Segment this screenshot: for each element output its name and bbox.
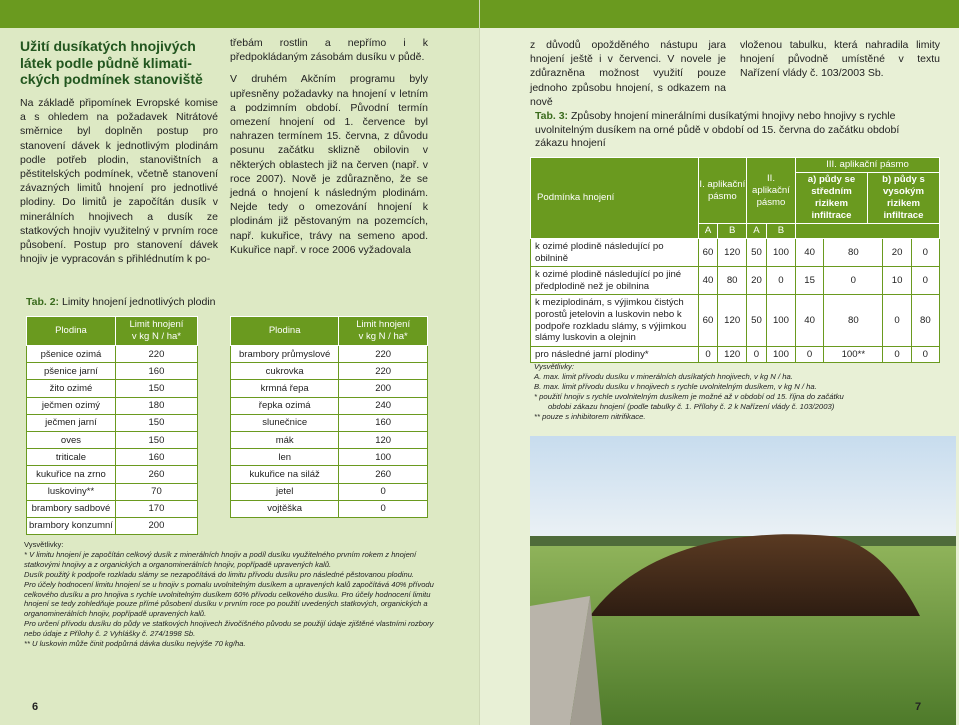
crop-name: cukrovka — [231, 363, 339, 380]
crop-limit-value: 100 — [339, 449, 428, 466]
crop-limit-value: 180 — [115, 397, 197, 414]
notes-right-title: Vysvětlivky: — [534, 362, 575, 371]
crop-limit-value: 0 — [339, 500, 428, 517]
crop-name: pšenice jarní — [27, 363, 116, 380]
table-row — [27, 466, 198, 483]
middle-paragraph-1: třebám rostlin a nepřímo i k předpokládaným zásobám dusíku v půdě. — [230, 37, 428, 64]
limit-value-cell: 100 — [766, 295, 795, 346]
manure-heap-photo — [530, 436, 956, 725]
section-title-line: látek podle půdně klimati- — [20, 54, 192, 71]
crop-limit-value: 220 — [339, 363, 428, 380]
table-row — [231, 466, 428, 483]
limit-value-cell: 80 — [824, 295, 883, 346]
table-3-sub-a: A — [747, 224, 767, 239]
notes-left-item: Dusík použitý k podpoře rozkladu slámy se nezapočítává do limitu přívodu dusíku pro následné pěstovanou plodinu. — [24, 569, 415, 579]
limit-value-cell: 20 — [883, 239, 911, 267]
crop-limit-value: 200 — [339, 380, 428, 397]
limit-value-cell: 20 — [747, 267, 767, 295]
crop-limit-value: 70 — [115, 483, 197, 500]
page-number-left: 6 — [32, 701, 39, 713]
table-2-header-limit-line-2: v kg N / ha* — [131, 331, 181, 342]
limit-value-cell: 0 — [698, 346, 718, 363]
crop-limit-value: 260 — [339, 466, 428, 483]
table-2-header-limit-line-2: v kg N / ha* — [358, 331, 408, 342]
notes-left-item: Pro určení přívodu dusíku do půdy ve statkových hnojivech živočišného původu se použijí údaje zjištěné vlastními rozbory nebo údaje z Přílohy č. 2 Vyhlášky č. 274/1998 Sb. — [24, 619, 434, 639]
notes-left-item: Pro účely hodnocení limitu hnojení se u hnojiv s pomalu uvolnitelným dusíkem a upravených kalů započítává 40% přívodu celkového dusíku a pro hnojiva s rychle uvolnitelným dusíkem 60% přívodu celkového dusíku. Pro účely hodnocení limitu hnojení se tedy zohledňuje pouze přímé působení dusíku v prvním roce po použití uvedených statkových, organických a organominerálních hnojiv, popřípadě upravených kalů. — [24, 579, 434, 619]
table-2-header-crop: Plodina — [27, 317, 116, 346]
crop-name: kukuřice na zrno — [27, 466, 116, 483]
limit-value-cell: 40 — [795, 239, 823, 267]
table-row — [27, 483, 198, 500]
table-row — [231, 483, 428, 500]
crop-name: len — [231, 449, 339, 466]
notes-left-title: Vysvětlivky: — [24, 540, 64, 549]
crop-name: brambory průmyslové — [231, 346, 339, 363]
table-2-caption-text: Limity hnojení jednotlivých plodin — [61, 296, 216, 308]
limit-value-cell: 50 — [747, 295, 767, 346]
crop-limit-value: 0 — [339, 483, 428, 500]
table-3-head-zone-iii — [795, 158, 939, 224]
limit-value-cell: 100 — [766, 239, 795, 267]
intro-paragraph — [20, 96, 218, 266]
notes-right-item: obdobi zákazu hnojení (podle tabulky č. 1. Přílohy č. 2 k Nařízení vlády č. 103/2003) — [548, 402, 835, 411]
crop-limit-value: 160 — [115, 363, 197, 380]
notes-left — [24, 540, 436, 649]
table-2-header-limit-line-1: Limit hnojení — [129, 319, 184, 330]
table-2-caption — [26, 296, 216, 310]
intro-text: Na základě připomínek Evropské komise a s ohledem na požadavek Nitrátové směrnice byl doplněn postup pro stanovení dávek k jednotlivým plodinám podle potřeb plodin, stanovištních a pěstitelských podmínek, včetně stanovení závazných limitů hnojení pro jednotlivé plodiny. Do limitů je započítán dusík v minerálních hnojivech a dusík ze statkových hnojiv využitelný v prvním roce působení. Postup pro stanovení dávek hnojiv je vypracován s přihlédnutím k po- — [20, 97, 218, 266]
crop-name: pšenice ozimá — [27, 346, 116, 363]
limit-value-cell: 50 — [747, 239, 767, 267]
table-3-label: Tab. 3: — [535, 110, 569, 122]
table-2-header-limit-line-1: Limit hnojení — [356, 319, 411, 330]
crop-name: luskoviny** — [27, 483, 116, 500]
crop-limit-value: 170 — [115, 500, 197, 517]
notes-right-item: B. max. limit přívodu dusíku v hnojivech s rychle uvolnitelným dusíkem, v kg N / ha. — [534, 382, 817, 391]
crop-name: brambory konzumní — [27, 517, 116, 534]
limit-value-cell: 100** — [824, 346, 883, 363]
crop-limit-value: 160 — [115, 449, 197, 466]
crop-limit-value: 120 — [339, 431, 428, 448]
table-3 — [530, 157, 940, 363]
table-row-spring — [531, 346, 940, 363]
limit-value-cell: 0 — [911, 239, 939, 267]
notes-left-item: * V limitu hnojení je započítán celkový dusík z minerálních hnojiv a podíl dusíku využitelného prvním rokem z hnojení statkovými hnojivy a z organických a organominerálních hnojiv, popřípadě upravených kalů. — [24, 549, 417, 569]
table-3-head-zone-iii-a: a) půdy se středním rizikem infiltrace — [796, 173, 868, 223]
table-row — [27, 363, 198, 380]
notes-left-item: ** U luskovin může činit podpůrná dávka dusíku nejvýše 70 kg/ha. — [24, 639, 246, 649]
table-row — [27, 346, 198, 363]
condition-cell: k meziplodinám, s výjimkou čistých porostů jetelovin a luskovin nebo k podpoře rozkladu slámy, s výjimkou slámy luskovin a olejnin — [531, 295, 699, 346]
table-3-head-zone-i: I. aplikační pásmo — [698, 158, 746, 224]
crop-limit-value: 150 — [115, 431, 197, 448]
crop-limit-value: 260 — [115, 466, 197, 483]
crop-name: ječmen ozimý — [27, 397, 116, 414]
page-number-right: 7 — [915, 701, 922, 713]
right-text-column-a — [530, 38, 726, 109]
crop-limit-value: 220 — [339, 346, 428, 363]
section-title-line: ckých podmínek stanoviště — [20, 71, 203, 87]
condition-cell: pro následné jarní plodiny* — [531, 346, 699, 363]
crop-limit-value: 220 — [115, 346, 197, 363]
limit-value-cell: 80 — [911, 295, 939, 346]
table-row — [531, 267, 940, 295]
limit-value-cell: 0 — [883, 346, 911, 363]
table-2-label: Tab. 2: — [26, 296, 60, 308]
limit-value-cell: 120 — [718, 346, 747, 363]
table-row — [27, 397, 198, 414]
limit-value-cell: 80 — [718, 267, 747, 295]
table-row — [231, 431, 428, 448]
table-3-sub-a: A — [698, 224, 718, 239]
table-2-header-crop: Plodina — [231, 317, 339, 346]
table-3-head-condition: Podmínka hnojení — [531, 158, 699, 239]
limit-value-cell: 15 — [795, 267, 823, 295]
section-title-line: Užití dusíkatých hnojivých — [20, 38, 196, 54]
notes-right-item: ** pouze s inhibitorem nitrifikace. — [534, 412, 646, 421]
limit-value-cell: 40 — [698, 267, 718, 295]
photo-sky — [530, 436, 956, 546]
table-3-sub-b: B — [766, 224, 795, 239]
crop-name: kukuřice na siláž — [231, 466, 339, 483]
table-2-header-limit — [339, 317, 428, 346]
table-row — [27, 414, 198, 431]
crop-limit-value: 150 — [115, 414, 197, 431]
notes-right-item: * použití hnojiv s rychle uvolnitelným dusíkem je možné až v období od 15. října do začátku — [534, 392, 844, 401]
table-row — [231, 397, 428, 414]
limit-value-cell: 0 — [911, 267, 939, 295]
crop-limit-value: 240 — [339, 397, 428, 414]
limit-value-cell: 120 — [718, 239, 747, 267]
crop-limit-value: 160 — [339, 414, 428, 431]
table-3-caption-text: Způsoby hnojení minerálními dusíkatými hnojivy nebo hnojivy s rychle uvolnitelným dusíkem na orné půdě v období od 15. června do začátku období zákazu hnojení — [535, 110, 900, 149]
crop-name: ječmen jarní — [27, 414, 116, 431]
crop-name: žito ozimé — [27, 380, 116, 397]
right-text-column-b — [740, 38, 940, 81]
crop-name: mák — [231, 431, 339, 448]
table-row — [27, 431, 198, 448]
limit-value-cell: 0 — [911, 346, 939, 363]
table-row — [27, 380, 198, 397]
notes-right — [534, 362, 934, 422]
middle-paragraph-2: V druhém Akčním programu byly upřesněny požadavky na hnojení v letním a podzimním období. Původní termín omezení hnojení od 1. července byl nahrazen termínem 15. června, z důvodu posunu začátku sklizně obilovin v některých oblastech již na červen (např. v roce 2007). Nově je zdůrazněno, že se jedná o hnojení k následným plodinám. Nejde tedy o omezování hnojení k plodinám již pěstovaným na pozemcích, např. kukuřice, trávy na semeno apod. Kukuřice např. v roce 2006 vyžadovala — [230, 73, 428, 256]
table-2-left — [26, 316, 198, 535]
table-3-head-zone-iii-title: III. aplikační pásmo — [796, 158, 939, 173]
limit-value-cell: 0 — [795, 346, 823, 363]
limit-value-cell: 0 — [747, 346, 767, 363]
crop-name: oves — [27, 431, 116, 448]
limit-value-cell: 40 — [795, 295, 823, 346]
limit-value-cell: 120 — [718, 295, 747, 346]
table-3-head-zone-iii-sub — [796, 173, 939, 223]
notes-right-item: A. max. limit přívodu dusíku v minerálních dusíkatých hnojivech, v kg N / ha. — [534, 372, 793, 381]
crop-name: vojtěška — [231, 500, 339, 517]
limit-value-cell: 80 — [824, 239, 883, 267]
crop-name: slunečnice — [231, 414, 339, 431]
table-3-sub-spacer — [795, 224, 939, 239]
table-3-head-zone-ii: II. aplikační pásmo — [747, 158, 796, 224]
table-row — [231, 414, 428, 431]
table-row — [27, 449, 198, 466]
table-row — [231, 500, 428, 517]
right-text-b: vloženou tabulku, která nahradila limity hnojení původně umístěné v textu Nařízení vlády č. 103/2003 Sb. — [740, 39, 940, 80]
table-3-head-zone-iii-b: b) půdy s vysokým rizikem infiltrace — [882, 174, 925, 221]
limit-value-cell: 0 — [824, 267, 883, 295]
limit-value-cell: 10 — [883, 267, 911, 295]
section-title — [20, 38, 220, 88]
table-row — [231, 363, 428, 380]
crop-limit-value: 150 — [115, 380, 197, 397]
crop-name: řepka ozimá — [231, 397, 339, 414]
table-row — [231, 380, 428, 397]
limit-value-cell: 60 — [698, 239, 718, 267]
limit-value-cell: 60 — [698, 295, 718, 346]
right-text-a: z důvodů opožděného nástupu jara hnojení ještě i v červenci. V novele je zdůrazněna možnost využití pouze jednoho způsobu hnojení, s odkazem na nově — [530, 39, 726, 108]
page-spine — [479, 0, 480, 725]
table-row — [231, 346, 428, 363]
crop-name: krmná řepa — [231, 380, 339, 397]
crop-name: brambory sadbové — [27, 500, 116, 517]
table-2-right — [230, 316, 428, 518]
limit-value-cell: 0 — [766, 267, 795, 295]
middle-column — [230, 36, 428, 257]
table-row — [27, 500, 198, 517]
condition-cell: k ozimé plodině následující po jiné předplodině než je obilnina — [531, 267, 699, 295]
limit-value-cell: 0 — [883, 295, 911, 346]
table-row — [531, 295, 940, 346]
table-3-caption — [535, 110, 935, 151]
header-bar-right — [480, 0, 959, 28]
limit-value-cell: 100 — [766, 346, 795, 363]
crop-limit-value: 200 — [115, 517, 197, 534]
table-row — [231, 449, 428, 466]
table-2-header-limit — [115, 317, 197, 346]
table-row — [531, 239, 940, 267]
crop-name: triticale — [27, 449, 116, 466]
table-row — [27, 517, 198, 534]
crop-name: jetel — [231, 483, 339, 500]
condition-cell: k ozimé plodině následující po obilnině — [531, 239, 699, 267]
table-3-sub-b: B — [718, 224, 747, 239]
header-bar-left — [0, 0, 479, 28]
